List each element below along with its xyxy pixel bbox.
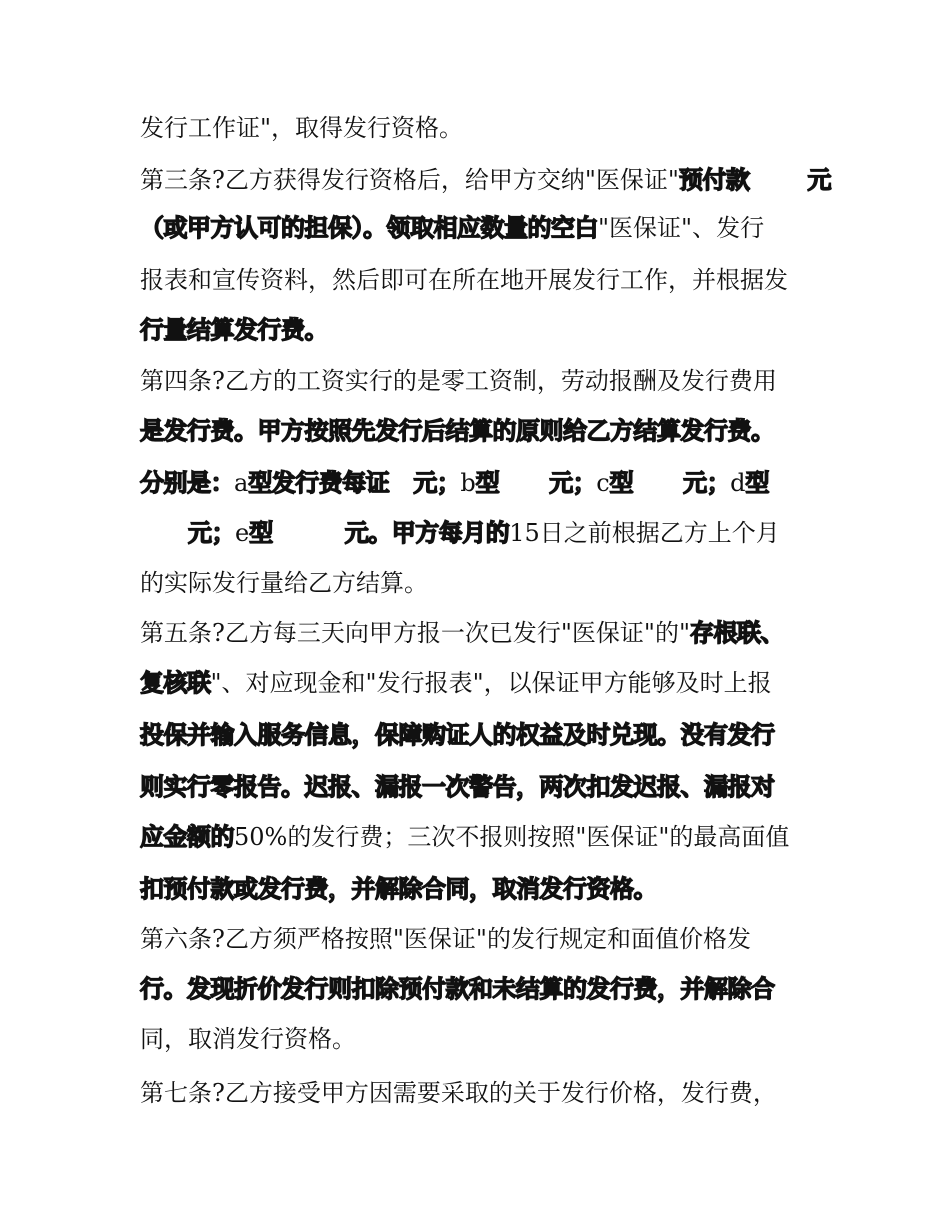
text-segment: 第六条?乙方须严格按照"医保证"的发行规定和面值价格发 bbox=[140, 925, 751, 953]
text-segment: 50%的发行费；三次不报则按照"医保证"的最高面值 bbox=[234, 823, 790, 851]
text-segment: a bbox=[234, 469, 249, 497]
text-segment: "医保证"、发行 bbox=[598, 214, 765, 242]
text-line bbox=[140, 262, 788, 298]
text-line bbox=[140, 971, 775, 1007]
text-line bbox=[140, 565, 428, 601]
outlined-text-segment: 行。发现折价发行则扣除预付款和未结算的发行费，并解除合 bbox=[140, 975, 775, 1003]
outlined-text-segment: 投保并输入服务信息，保障购证人的权益及时兑现。没有发行 bbox=[140, 721, 775, 749]
text-line bbox=[140, 665, 772, 701]
text-line bbox=[140, 819, 789, 855]
text-segment: c bbox=[596, 469, 610, 497]
outlined-text-segment: 分别是： bbox=[140, 469, 234, 497]
outlined-text-segment: 型 bbox=[609, 469, 634, 497]
outlined-text-segment: 是发行费。甲方按照先发行后结算的原则给乙方结算发行费。 bbox=[140, 417, 775, 445]
text-line bbox=[140, 465, 769, 501]
text-line bbox=[140, 717, 775, 753]
text-segment: 15 bbox=[509, 519, 540, 547]
text-segment: 的实际发行量给乙方结算。 bbox=[140, 569, 428, 597]
text-line bbox=[140, 615, 784, 651]
text-segment: e bbox=[235, 519, 250, 547]
text-segment: 发行工作证"，取得发行资格。 bbox=[140, 114, 464, 142]
text-segment: 报表和宣传资料，然后即可在所在地开展发行工作，并根据发 bbox=[140, 266, 788, 294]
outlined-text-segment: 元。甲方每月的 bbox=[344, 519, 510, 547]
outlined-text-segment: （或甲方认可的担保）。领取相应数量的空白 bbox=[140, 214, 598, 242]
outlined-text-segment: 行量结算发行费。 bbox=[140, 316, 328, 344]
text-line bbox=[140, 110, 463, 146]
text-line bbox=[140, 413, 775, 449]
outlined-text-segment: 扣预付款或发行费，并解除合同，取消发行资格。 bbox=[140, 875, 657, 903]
text-segment: 第七条?乙方接受甲方因需要采取的关于发行价格，发行费， bbox=[140, 1079, 777, 1107]
outlined-text-segment: 型 bbox=[745, 469, 770, 497]
text-segment: 第三条?乙方获得发行资格后，给甲方交纳"医保证" bbox=[140, 166, 679, 194]
outlined-text-segment: 型 bbox=[475, 469, 500, 497]
outlined-text-segment: 元； bbox=[549, 469, 597, 497]
text-segment: d bbox=[730, 469, 746, 497]
text-line bbox=[140, 921, 751, 957]
outlined-text-segment: 元 bbox=[807, 166, 831, 194]
text-line bbox=[140, 210, 764, 246]
outlined-text-segment: 应金额的 bbox=[140, 823, 234, 851]
outlined-text-segment: 元； bbox=[413, 469, 461, 497]
outlined-text-segment: 元； bbox=[188, 519, 235, 547]
text-line bbox=[140, 871, 657, 907]
outlined-text-segment: 元； bbox=[683, 469, 731, 497]
text-segment: 第五条?乙方每三天向甲方报一次已发行"医保证"的" bbox=[140, 619, 690, 647]
outlined-text-segment: 型 bbox=[249, 519, 273, 547]
text-line bbox=[140, 1021, 356, 1057]
text-segment: 同，取消发行资格。 bbox=[140, 1025, 356, 1053]
text-segment: 第四条?乙方的工资实行的是零工资制，劳动报酬及发行费用 bbox=[140, 367, 777, 395]
outlined-text-segment: 存根联、 bbox=[689, 619, 784, 647]
outlined-text-segment: 预付款 bbox=[678, 166, 750, 194]
text-line bbox=[140, 312, 328, 348]
outlined-text-segment: 则实行零报告。迟报、漏报一次警告，两次扣发迟报、漏报对 bbox=[140, 773, 775, 801]
text-line bbox=[140, 769, 775, 805]
text-line bbox=[140, 162, 831, 198]
outlined-text-segment: 复核联 bbox=[140, 669, 211, 697]
text-segment: b bbox=[460, 469, 476, 497]
text-segment: "、对应现金和"发行报表"，以保证甲方能够及时上报 bbox=[210, 669, 772, 697]
text-line bbox=[188, 515, 780, 551]
text-line bbox=[140, 363, 777, 399]
outlined-text-segment: 型发行费每证 bbox=[248, 469, 390, 497]
text-segment: 日之前根据乙方上个月 bbox=[539, 519, 780, 547]
text-line bbox=[140, 1075, 777, 1111]
